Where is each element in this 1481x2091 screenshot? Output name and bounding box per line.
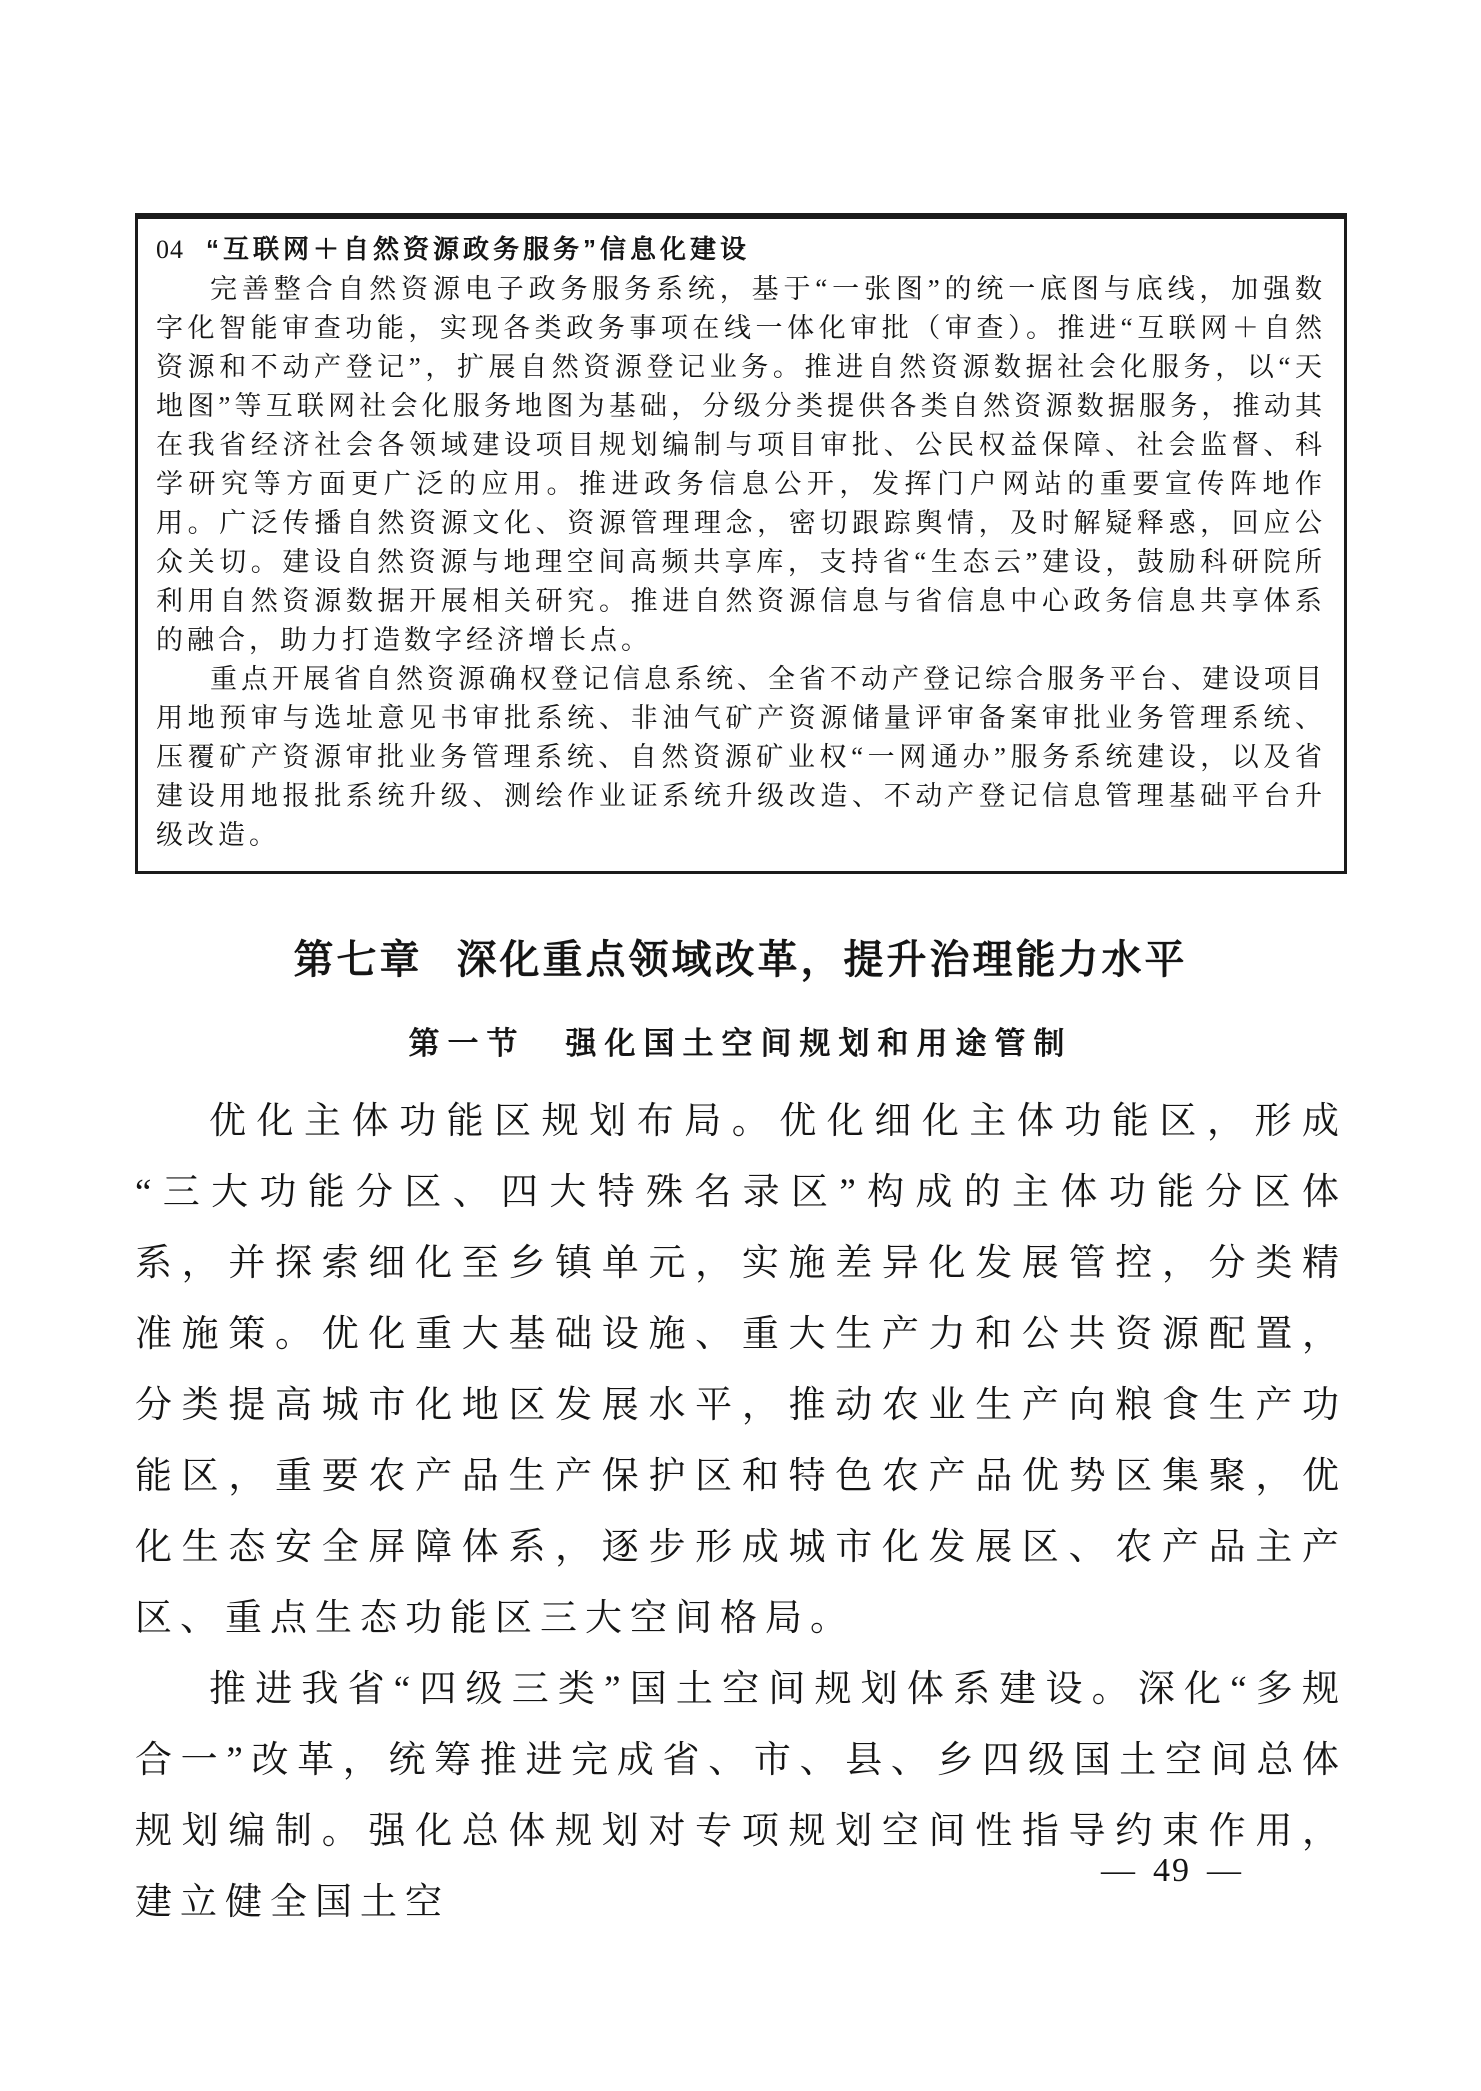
body-paragraph: 推进我省“四级三类”国土空间规划体系建设。深化“多规合一”改革，统筹推进完成省、市、县、乡四级国土空间总体规划编制。强化总体规划对专项规划空间性指导约束作用，建立健全国土空 [135,1669,1347,1923]
info-box-title [156,229,1326,270]
chapter-title: 深化重点领域改革，提升治理能力水平 [456,938,1188,982]
info-box [135,213,1347,874]
info-box-paragraph: 重点开展省自然资源确权登记信息系统、全省不动产登记综合服务平台、建设项目用地预审与选址意见书审批系统、非油气矿产资源储量评审备案审批业务管理系统、压覆矿产资源审批业务管理系统、自然资源矿业权“一网通办”服务系统建设，以及省建设用地报批系统升级、测绘作业证系统升级改造、不动产登记信息管理基础平台升级改造。 [156,664,1326,850]
page-number [1085,1852,1259,1890]
body-paragraph: 优化主体功能区规划布局。优化细化主体功能区，形成“三大功能分区、四大特殊名录区”构成的主体功能分区体系，并探索细化至乡镇单元，实施差异化发展管控，分类精准施策。优化重大基础设施、重大生产力和公共资源配置，分类提高城市化地区发展水平，推动农业生产向粮食生产功能区，重要农产品生产保护区和特色农产品优势区集聚，优化生态安全屏障体系，逐步形成城市化发展区、农产品主产区、重点生态功能区三大空间格局。 [135,1101,1347,1639]
section-title: 强化国土空间规划和用途管制 [565,1026,1073,1061]
info-box-title-text: “互联网＋自然资源政务服务”信息化建设 [206,234,751,264]
section-label: 第一节 [408,1026,526,1061]
info-box-number: 04 [156,235,184,264]
chapter-heading [0,928,1481,985]
footer-dash-right: — [1207,1852,1243,1889]
info-box-paragraph: 完善整合自然资源电子政务服务系统，基于“一张图”的统一底图与底线，加强数字化智能审查功能，实现各类政务事项在线一体化审批（审查）。推进“互联网＋自然资源和不动产登记”，扩展自然资源登记业务。推进自然资源数据社会化服务，以“天地图”等互联网社会化服务地图为基础，分级分类提供各类自然资源数据服务，推动其在我省经济社会各领域建设项目规划编制与项目审批、公民权益保障、社会监督、科学研究等方面更广泛的应用。推进政务信息公开，发挥门户网站的重要宣传阵地作用。广泛传播自然资源文化、资源管理理念，密切跟踪舆情，及时解疑释惑，回应公众关切。建设自然资源与地理空间高频共享库，支持省“生态云”建设，鼓励科研院所利用自然资源数据开展相关研究。推进自然资源信息与省信息中心政务信息共享体系的融合，助力打造数字经济增长点。 [156,274,1326,655]
chapter-label: 第七章 [293,938,423,982]
footer-page-number: 49 [1153,1852,1191,1889]
footer-dash-left: — [1101,1852,1137,1889]
section-heading [0,1018,1481,1063]
body-text [135,1086,1347,1938]
